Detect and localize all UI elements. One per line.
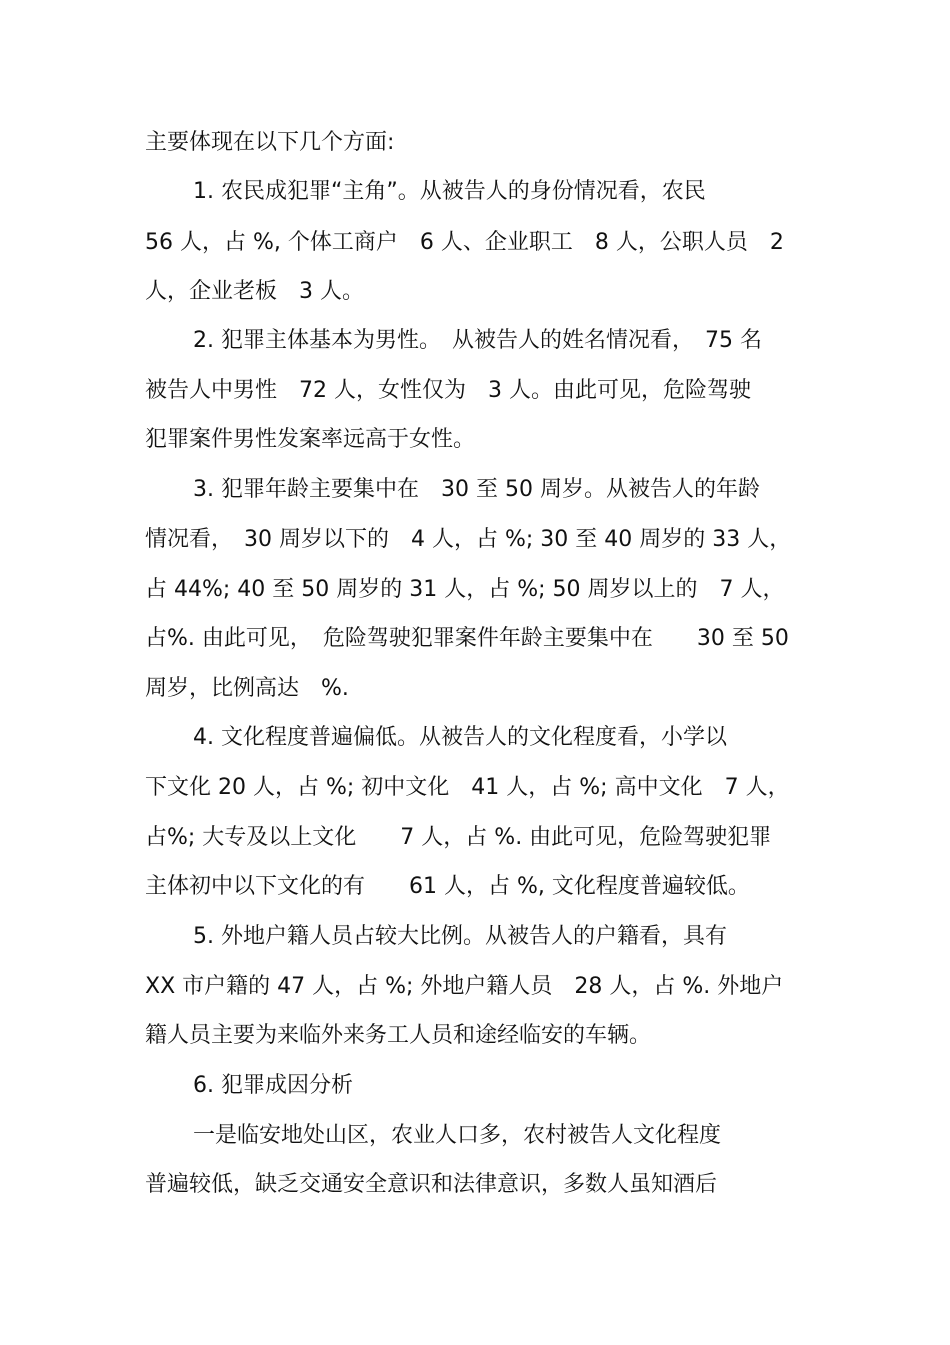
text-line-17: 5. 外地户籍人员占较大比例。从被告人的户籍看，具有 bbox=[193, 924, 727, 949]
text-line-10: 占 44%; 40 至 50 周岁的 31 人，占 %; 50 周岁以上的 7 人， bbox=[145, 577, 785, 602]
text-line-14: 下文化 20 人，占 %; 初中文化 41 人，占 %; 高中文化 7 人， bbox=[145, 775, 790, 800]
text-line-19: 籍人员主要为来临外来务工人员和途经临安的车辆。 bbox=[145, 1023, 652, 1048]
text-line-12: 周岁，比例高达 %. bbox=[145, 676, 349, 701]
text-line-18: XX 市户籍的 47 人，占 %; 外地户籍人员 28 人，占 %. 外地户 bbox=[145, 974, 784, 999]
text-line-21: 一是临安地处山区，农业人口多，农村被告人文化程度 bbox=[193, 1123, 722, 1148]
text-line-6: 被告人中男性 72 人，女性仅为 3 人。由此可见，危险驾驶 bbox=[145, 378, 751, 403]
text-line-3: 56 人，占 %, 个体工商户 6 人、企业职工 8 人，公职人员 2 bbox=[145, 230, 784, 255]
text-line-1: 主要体现在以下几个方面: bbox=[145, 130, 395, 155]
text-line-20: 6. 犯罪成因分析 bbox=[193, 1073, 353, 1098]
text-line-15: 占%; 大专及以上文化 7 人，占 %. 由此可见，危险驾驶犯罪 bbox=[145, 825, 772, 850]
text-line-16: 主体初中以下文化的有 61 人，占 %, 文化程度普遍较低。 bbox=[145, 874, 750, 899]
text-line-9: 情况看， 30 周岁以下的 4 人，占 %; 30 至 40 周岁的 33 人， bbox=[145, 527, 792, 552]
text-line-13: 4. 文化程度普遍偏低。从被告人的文化程度看，小学以 bbox=[193, 725, 727, 750]
text-line-11: 占%. 由此可见， 危险驾驶犯罪案件年龄主要集中在 30 至 50 bbox=[145, 626, 789, 651]
text-line-2: 1. 农民成犯罪“主角”。从被告人的身份情况看，农民 bbox=[193, 179, 706, 204]
text-line-7: 犯罪案件男性发案率远高于女性。 bbox=[145, 427, 476, 452]
text-line-4: 人，企业老板 3 人。 bbox=[145, 279, 364, 304]
text-line-8: 3. 犯罪年龄主要集中在 30 至 50 周岁。从被告人的年龄 bbox=[193, 477, 760, 502]
text-line-22: 普遍较低，缺乏交通安全意识和法律意识，多数人虽知酒后 bbox=[145, 1172, 718, 1197]
text-line-5: 2. 犯罪主体基本为男性。 从被告人的姓名情况看， 75 名 bbox=[193, 328, 762, 353]
